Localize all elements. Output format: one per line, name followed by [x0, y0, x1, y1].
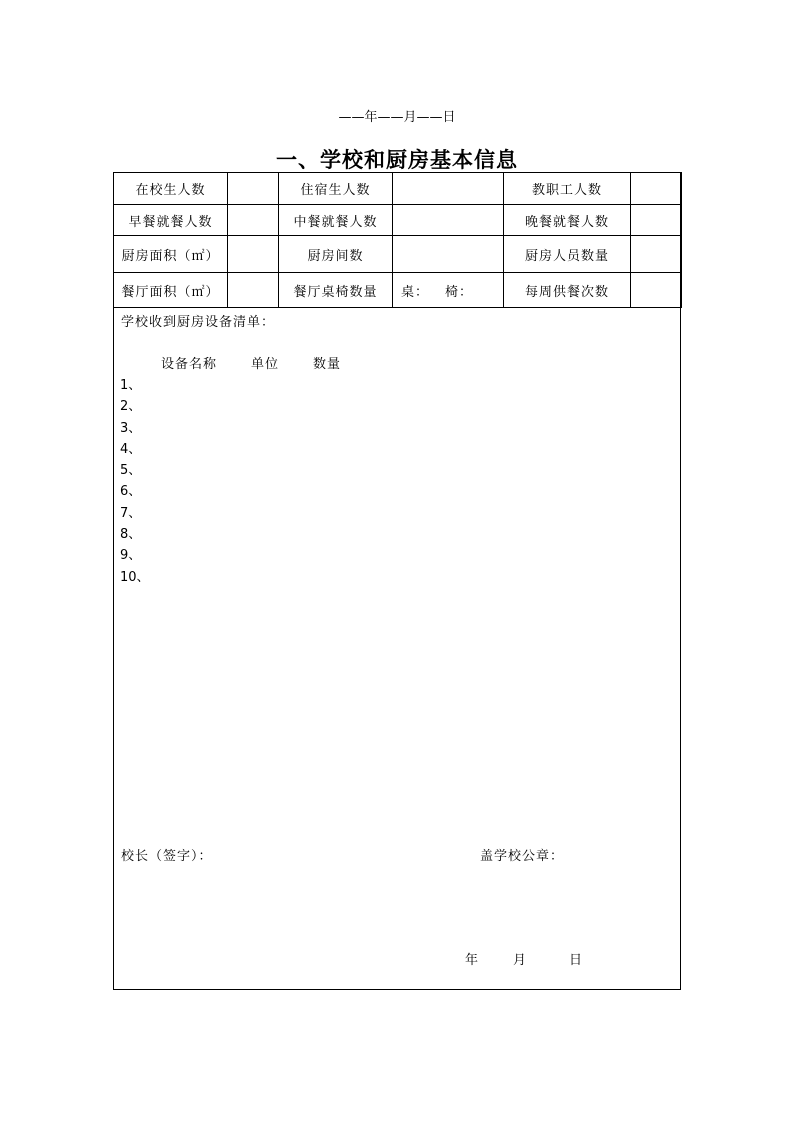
list-item[interactable]: 4、 — [120, 441, 142, 457]
label-kitchen-area: 厨房面积（㎡） — [114, 236, 228, 273]
value-kitchen-area[interactable] — [228, 236, 279, 273]
signature-date — [465, 949, 582, 968]
col-unit: 单位 — [251, 357, 280, 372]
value-kitchen-staff[interactable] — [631, 236, 682, 273]
list-item[interactable]: 7、 — [120, 505, 142, 521]
list-item[interactable]: 8、 — [120, 527, 142, 543]
equipment-items — [120, 375, 150, 588]
chair-label: 椅： — [445, 284, 474, 300]
value-breakfast-diners[interactable] — [228, 205, 279, 236]
school-seal-label: 盖学校公章： — [480, 849, 565, 864]
date-line: ——年——月——日 — [338, 110, 456, 125]
label-dinner-diners: 晚餐就餐人数 — [504, 205, 631, 236]
table-label: 桌： — [401, 284, 430, 300]
value-boarder-count[interactable] — [393, 173, 504, 205]
value-kitchen-rooms[interactable] — [393, 236, 504, 273]
day-label: 日 — [569, 953, 583, 968]
list-item[interactable]: 5、 — [120, 463, 142, 479]
value-staff-count[interactable] — [631, 173, 682, 205]
list-item[interactable]: 3、 — [120, 420, 142, 436]
principal-signature-label: 校长（签字）： — [121, 849, 213, 864]
list-item[interactable]: 10、 — [120, 569, 150, 585]
list-item[interactable]: 9、 — [120, 548, 142, 564]
value-table-chair-count[interactable] — [393, 273, 504, 308]
equipment-list-title: 学校收到厨房设备清单： — [121, 315, 276, 330]
list-item[interactable]: 1、 — [120, 378, 142, 393]
value-student-count[interactable] — [228, 173, 279, 205]
page-title: 一、学校和厨房基本信息 — [276, 148, 518, 172]
value-dinner-diners[interactable] — [631, 205, 682, 236]
label-weekly-meals: 每周供餐次数 — [504, 273, 631, 308]
label-dining-area: 餐厅面积（㎡） — [114, 273, 228, 308]
value-weekly-meals[interactable] — [631, 273, 682, 308]
table-row — [114, 205, 682, 236]
label-lunch-diners: 中餐就餐人数 — [279, 205, 393, 236]
month-label: 月 — [513, 953, 527, 968]
table-row — [114, 236, 682, 273]
basic-info-table — [113, 172, 682, 308]
list-item[interactable]: 2、 — [120, 399, 142, 415]
label-kitchen-staff: 厨房人员数量 — [504, 236, 631, 273]
label-boarder-count: 住宿生人数 — [279, 173, 393, 205]
table-row — [114, 173, 682, 205]
label-breakfast-diners: 早餐就餐人数 — [114, 205, 228, 236]
label-table-chair-count: 餐厅桌椅数量 — [279, 273, 393, 308]
col-equipment-name: 设备名称 — [161, 357, 218, 372]
year-label: 年 — [465, 953, 479, 968]
equipment-list-header — [161, 353, 341, 372]
table-row — [114, 273, 682, 308]
label-staff-count: 教职工人数 — [504, 173, 631, 205]
value-lunch-diners[interactable] — [393, 205, 504, 236]
label-student-count: 在校生人数 — [114, 173, 228, 205]
list-item[interactable]: 6、 — [120, 484, 142, 500]
col-quantity: 数量 — [313, 357, 342, 372]
label-kitchen-rooms: 厨房间数 — [279, 236, 393, 273]
value-dining-area[interactable] — [228, 273, 279, 308]
